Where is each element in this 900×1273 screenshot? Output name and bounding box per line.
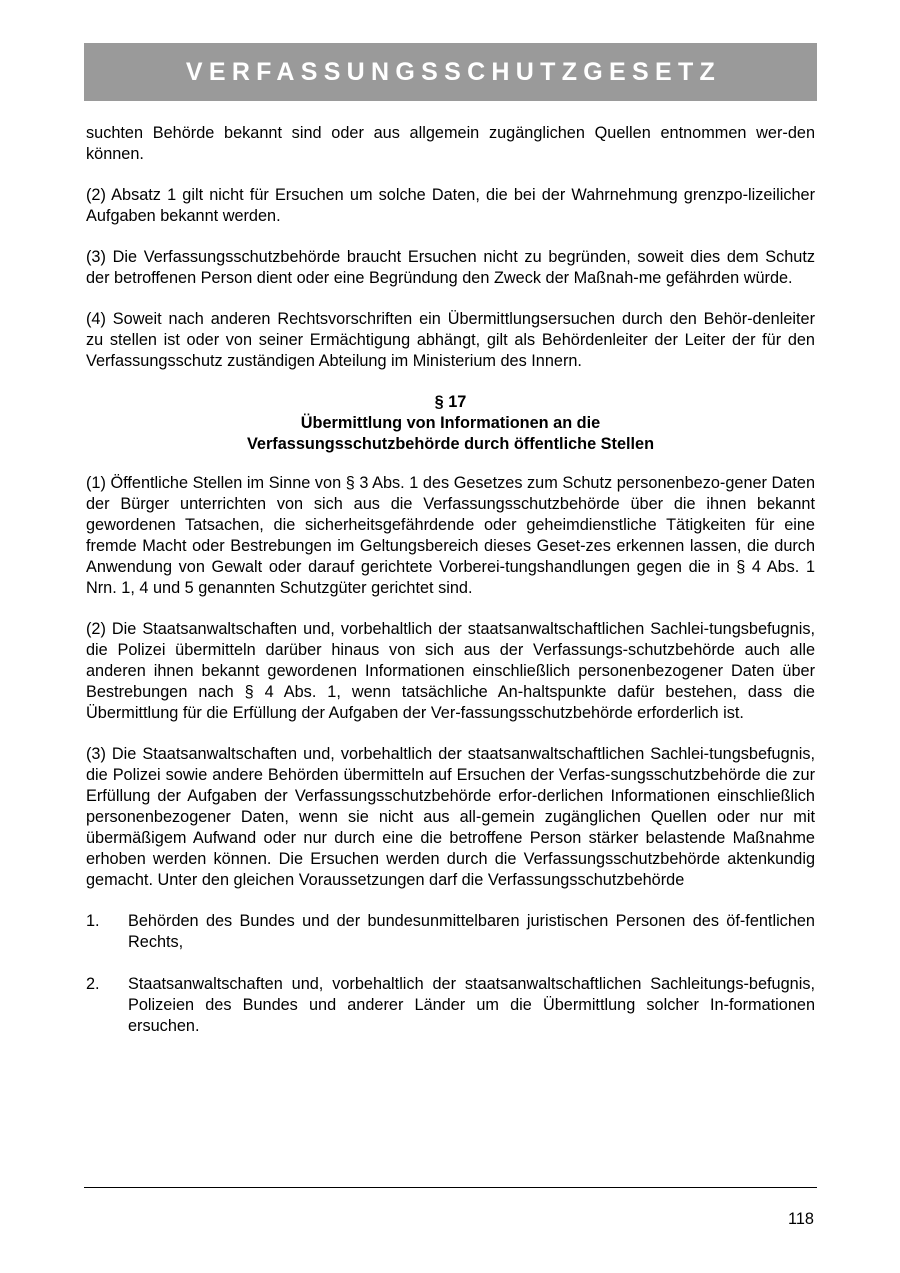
list-item-text: Staatsanwaltschaften und, vorbehaltlich der staatsanwaltschaftlichen Sachleitungs-befugnis, Polizeien des Bundes und anderer Länder um die Übermittlung solcher In-formationen ersuchen. xyxy=(128,975,815,1035)
section-title-line-1: Übermittlung von Informationen an die xyxy=(300,414,601,432)
header-bar xyxy=(84,43,817,101)
section-number: § 17 xyxy=(434,393,467,411)
section-heading xyxy=(86,392,815,455)
paragraph-17-1: (1) Öffentliche Stellen im Sinne von § 3 Abs. 1 des Gesetzes zum Schutz personenbezo-gener Daten der Bürger unterrichten von sich aus die Verfassungsschutzbehörde über die ihnen bekannt gewordenen Tatsachen, die sicherheitsgefährdende oder geheimdienstliche Tätigkeiten für eine fremde Macht oder Bestrebungen im Geltungsbereich dieses Geset-zes erkennen lassen, die durch Anwendung von Gewalt oder darauf gerichtete Vorberei-tungshandlungen gegen die in § 4 Abs. 1 Nrn. 1, 4 und 5 genannten Schutzgüter gerichtet sind. xyxy=(86,474,815,597)
paragraph-16-4: (4) Soweit nach anderen Rechtsvorschriften ein Übermittlungsersuchen durch den Behör-denleiter zu stellen ist oder von seiner Ermächtigung abhängt, gilt als Behördenleiter der Leiter der für den Verfassungsschutz zuständigen Abteilung im Ministerium des Innern. xyxy=(86,310,815,370)
list-item xyxy=(86,974,815,1037)
paragraph-continuation: suchten Behörde bekannt sind oder aus allgemein zugänglichen Quellen entnommen wer-den können. xyxy=(86,124,815,163)
list-item xyxy=(86,911,815,953)
paragraph-16-2: (2) Absatz 1 gilt nicht für Ersuchen um solche Daten, die bei der Wahrnehmung grenzpo-lizeilicher Aufgaben bekannt werden. xyxy=(86,186,815,225)
list-item-number: 1. xyxy=(86,912,100,930)
list-item-text: Behörden des Bundes und der bundesunmittelbaren juristischen Personen des öf-fentlichen Rechts, xyxy=(128,912,815,951)
section-title-line-2: Verfassungsschutzbehörde durch öffentliche Stellen xyxy=(246,435,655,453)
page-number: 118 xyxy=(788,1210,814,1228)
paragraph-16-3: (3) Die Verfassungsschutzbehörde braucht Ersuchen nicht zu begründen, soweit dies dem Schutz der betroffenen Person dient oder eine Begründung den Zweck der Maßnah-me gefährden würde. xyxy=(86,248,815,287)
page-header-title: VERFASSUNGSSCHUTZGESETZ xyxy=(185,57,722,86)
document-body xyxy=(86,123,815,1058)
list-item-number: 2. xyxy=(86,975,100,993)
paragraph-17-3: (3) Die Staatsanwaltschaften und, vorbehaltlich der staatsanwaltschaftlichen Sachlei-tungsbefugnis, die Polizei sowie andere Behörden übermitteln auf Ersuchen der Verfas-sungsschutzbehörde die zur Erfüllung der Aufgaben der Verfassungsschutzbehörde erfor-derlichen Informationen einschließlich personenbezogener Daten, wenn sie nicht aus all-gemein zugänglichen Quellen oder nur mit übermäßigem Aufwand oder nur durch eine die betroffene Person stärker belastende Maßnahme erhoben werden können. Die Ersuchen werden durch die Verfassungsschutzbehörde aktenkundig gemacht. Unter den gleichen Voraussetzungen darf die Verfassungsschutzbehörde xyxy=(86,745,815,889)
footer-divider xyxy=(84,1187,817,1188)
paragraph-17-2: (2) Die Staatsanwaltschaften und, vorbehaltlich der staatsanwaltschaftlichen Sachlei-tungsbefugnis, die Polizei übermitteln darüber hinaus von sich aus der Verfassungs-schutzbehörde auch alle anderen ihnen bekannt gewordenen Informationen einschließlich personenbezogener Daten über Bestrebungen nach § 4 Abs. 1, wenn tatsächliche An-haltspunkte dafür bestehen, dass die Übermittlung für die Erfüllung der Aufgaben der Ver-fassungsschutzbehörde erforderlich ist. xyxy=(86,620,815,722)
